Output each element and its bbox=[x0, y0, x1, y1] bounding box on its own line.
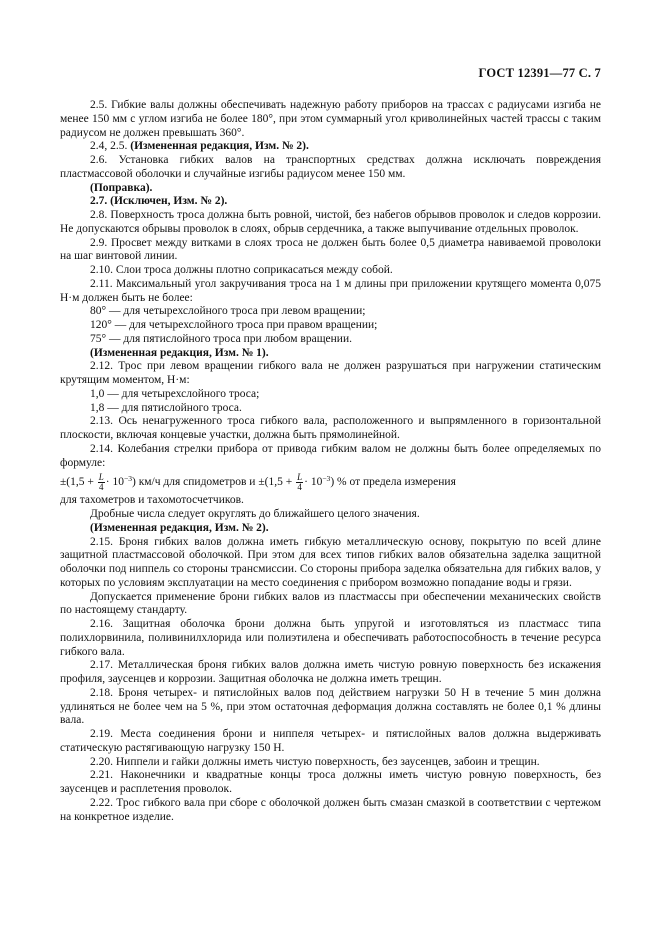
clause-2-7: 2.7. (Исключен, Изм. № 2). bbox=[90, 195, 228, 208]
clause-2-8: 2.8. Поверхность троса должна быть ровной, чистой, без набегов обрывов проволок и следов коррозии. Не допускаются обрывы проволок в слоях, обрыв сердечника, а также выпучивание отдельных проволок. bbox=[60, 209, 601, 235]
clause-2-12: 2.12. Трос при левом вращении гибкого вала не должен разрушаться при нагружении статическим крутящим моментом, Н·м: bbox=[60, 360, 601, 386]
document-body bbox=[60, 99, 601, 824]
list-item: 1,0 — для четырехслойного троса; bbox=[90, 387, 260, 400]
list-item: 80° — для четырехслойного троса при левом вращении; bbox=[90, 305, 366, 318]
clause-2-20: 2.20. Ниппели и гайки должны иметь чистую поверхность, без заусенцев, забоин и трещин. bbox=[90, 755, 540, 768]
clause-2-15: 2.15. Броня гибких валов должна иметь гибкую металлическую основу, покрытую по всей длине защитной пластмассовой оболочкой. При этом для всех типов гибких валов обязательна заделка защитной оболочки под ниппель со стороны трансмиссии. Со стороны прибора заделка обязательна для гибких валов, у которых по условиям эксплуатации на место соединения с прибором возможно попадание воды и грязи. bbox=[60, 535, 601, 589]
list-item: 120° — для четырехслойного троса при правом вращении; bbox=[90, 319, 378, 331]
clause-2-22: 2.22. Трос гибкого вала при сборе с оболочкой должен быть смазан смазкой в соответствии с чертежом на конкретное изделие. bbox=[60, 796, 601, 823]
clause-2-21: 2.21. Наконечники и квадратные концы троса должны иметь чистую ровную поверхность, без заусенцев и расплетения проволок. bbox=[60, 769, 601, 795]
clause-2-16: 2.16. Защитная оболочка брони должна быть упругой и изготовляться из пластмасс типа полихлорвинила, поливинилхлорида или полиэтилена и обеспечивать работоспособность в течение ресурса гибкого вала. bbox=[60, 618, 601, 658]
clause-2-10: 2.10. Слои троса должны плотно соприкасаться между собой. bbox=[90, 264, 393, 276]
clause-2-5: 2.5. Гибкие валы должны обеспечивать надежную работу приборов на трассах с радиусами изгиба не менее 150 мм с углом изгиба не более 180°, при этом суммарный угол криволинейных частей трассы с таким радиусом не должен превышать 360°. bbox=[60, 99, 601, 139]
fraction: $\frac{L}{4}$ bbox=[297, 472, 303, 493]
rounding-note: Дробные числа следует округлять до ближайшего целого значения. bbox=[90, 508, 420, 520]
formula-continuation: для тахометров и тахомотосчетчиков. bbox=[60, 494, 244, 507]
clause-2-19: 2.19. Места соединения брони и ниппеля четырех- и пятислойных валов должна выдерживать статическую растягивающую нагрузку 150 Н. bbox=[60, 728, 601, 754]
list-item: 75° — для пятислойного троса при любом вращении. bbox=[90, 332, 352, 345]
correction-note: (Поправка). bbox=[90, 181, 153, 194]
formula: ±(1,5 + $\frac{L}{4}$ · $10^{-3}$) км/ч для спидометров и ±(1,5 + $\frac{L}{4}$ · $10^{-3}$) % от предела измерения bbox=[60, 472, 456, 493]
page-header: ГОСТ 12391—77 С. 7 bbox=[478, 66, 601, 80]
clause-2-17: 2.17. Металлическая броня гибких валов должна иметь чистую ровную поверхность без искажения профиля, заусенцев и коррозии. Защитная оболочка не должна иметь трещин. bbox=[60, 659, 601, 685]
clause-2-6: 2.6. Установка гибких валов на транспортных средствах должна исключать повреждения пластмассовой оболочки и случайные изгибы радиусом менее 150 мм. bbox=[60, 154, 601, 180]
clause-2-9: 2.9. Просвет между витками в слоях троса не должен быть более 0,5 диаметра навиваемой проволоки на шаг винтовой линии. bbox=[60, 236, 601, 263]
amendment-note: 2.4, 2.5. (Измененная редакция, Изм. № 2). bbox=[90, 140, 309, 153]
clause-2-18: 2.18. Броня четырех- и пятислойных валов под действием нагрузки 50 Н в течение 5 мин должна удлиняться не более чем на 5 %, при этом остаточная деформация должна составлять не более 0,1 % длины вала. bbox=[60, 686, 601, 727]
amendment-note: (Измененная редакция, Изм. № 1). bbox=[90, 346, 269, 359]
clause-2-15-addendum: Допускается применение брони гибких валов из пластмассы при обеспечении механических свойств по настоящему стандарту. bbox=[60, 590, 601, 617]
amendment-note: (Измененная редакция, Изм. № 2). bbox=[90, 521, 269, 534]
clause-2-14: 2.14. Колебания стрелки прибора от привода гибким валом не должны быть более определяемых по формуле: bbox=[60, 442, 601, 469]
list-item: 1,8 — для пятислойного троса. bbox=[90, 401, 242, 414]
clause-2-13: 2.13. Ось ненагруженного троса гибкого вала, расположенного и выпрямленного в горизонтальной плоскости, включая концевые участки, должна быть прямолинейной. bbox=[60, 415, 601, 441]
fraction: $\frac{L}{4}$ bbox=[98, 472, 104, 493]
clause-2-11: 2.11. Максимальный угол закручивания троса на 1 м длины при приложении крутящего момента 0,075 Н·м должен быть не более: bbox=[60, 277, 601, 304]
